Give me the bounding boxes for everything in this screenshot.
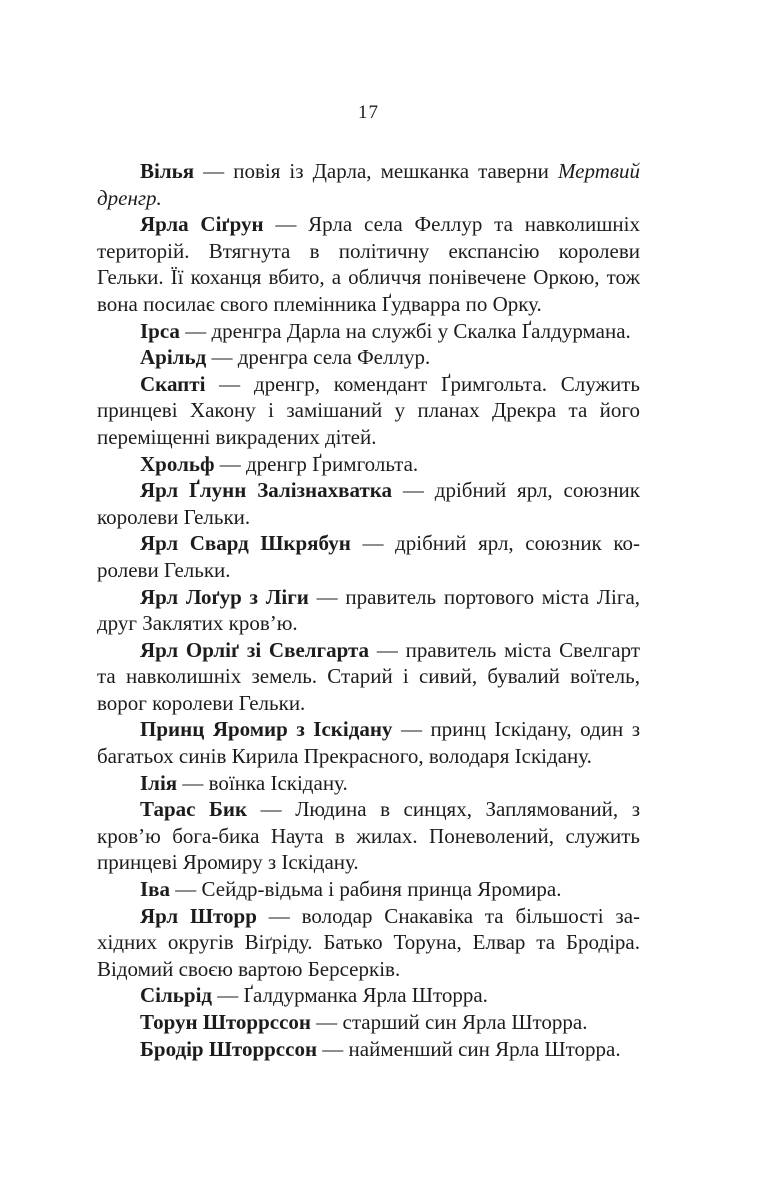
character-name: Торун Шторрссон (140, 1010, 312, 1034)
character-name: Ярл Орліґ зі Свелгарта (140, 637, 370, 662)
character-name: Принц Яромир з Іскідану (140, 717, 393, 742)
page-number: 17 (358, 102, 379, 123)
character-name: Ярл Свард Шкрябун (140, 531, 351, 556)
name-separator-dash: — (311, 1010, 343, 1034)
name-separator-dash: — (369, 637, 406, 662)
character-name: Ілія (140, 770, 178, 795)
character-entry (97, 716, 640, 769)
name-separator-dash: — (247, 797, 296, 822)
character-description: Людина в синцях, Заплямований, з кров’ю бога-бика Наута в жилах. Поневолений, служить принцеві Яромиру з Іскідану. (97, 797, 640, 875)
character-description: дренгр Ґримгольта. (245, 451, 419, 476)
character-entry (97, 1009, 640, 1036)
character-description: дренгра села Феллур. (237, 345, 431, 370)
character-description: правитель портового міста Ліга, друг Заклятих кров’ю. (97, 584, 641, 636)
character-description: володар Снакавіка та більшості західних округів Віґріду. Батько Торуна, Елвар та Бродіра. Відомий своєю вартою Берсерків. (97, 903, 641, 981)
character-entry (97, 903, 640, 983)
character-description: Ґалдурманка Ярла Шторра. (243, 983, 488, 1008)
name-separator-dash: — (212, 983, 244, 1008)
name-separator-dash: — (206, 345, 238, 370)
character-description: правитель міста Свелгарт та навколишніх земель. Старий і сивий, бувалий воїтель, ворог королеви Гельки. (97, 637, 641, 715)
character-name: Ярла Сіґрун (140, 212, 264, 237)
character-name: Хрольф (140, 451, 215, 476)
character-entry (97, 584, 640, 637)
character-description: повія із Дарла, мешканка таверни (233, 159, 549, 183)
name-separator-dash: — (177, 770, 209, 795)
character-name: Вілья (140, 159, 195, 183)
character-entry (97, 477, 640, 530)
character-name: Арільд (140, 345, 207, 370)
name-separator-dash: — (308, 584, 346, 609)
name-separator-dash: — (317, 1036, 349, 1061)
character-name: Бродір Шторрссон (140, 1036, 318, 1061)
character-description: Ярла села Феллур та навколишніх територій. Втягнута в політичну експансію королеви Гельки. Її коханця вбито, а обличчя понівечене Оркою, тож вона посилає свого племінника Ґудварра по Орку. (97, 212, 640, 316)
character-name: Тарас Бик (140, 797, 248, 822)
character-entry (97, 318, 640, 345)
name-separator-dash: — (263, 212, 309, 237)
character-description: дрібний ярл, союзник королеви Гельки. (97, 531, 640, 582)
character-description: дрібний ярл, союзник королеви Гельки. (97, 478, 640, 529)
name-separator-dash: — (256, 903, 302, 928)
character-list (97, 158, 640, 1062)
character-description: дренгр, комендант Ґримгольта. Служить принцеві Хакону і замішаний у планах Дрекра та його переміщенні викрадених дітей. (97, 371, 640, 449)
character-entry (97, 876, 640, 903)
character-name: Ярл Шторр (140, 903, 257, 928)
character-name: Ярл Лоґур з Ліги (140, 584, 309, 609)
character-entry (97, 344, 640, 371)
name-separator-dash: — (392, 478, 435, 503)
character-entry (97, 796, 640, 876)
character-name: Іва (140, 877, 171, 902)
character-description: Сейдр-відьма і рабиня принца Яромира. (201, 877, 562, 902)
character-entry (97, 1036, 640, 1063)
name-separator-dash: — (170, 877, 202, 902)
character-description: дренгра Дарла на службі у Скалка Ґалдурмана. (211, 318, 631, 343)
character-name: Скапті (140, 371, 206, 396)
character-description: воїнка Іскідану. (208, 770, 348, 795)
character-entry (97, 770, 640, 797)
character-name: Ярл Ґлунн Залізнахватка (140, 478, 393, 503)
name-separator-dash: — (350, 531, 396, 556)
character-entry (97, 371, 640, 451)
character-entry (97, 451, 640, 478)
character-entry (97, 530, 640, 583)
name-separator-dash: — (392, 717, 431, 742)
name-separator-dash: — (214, 451, 246, 476)
name-separator-dash: — (194, 159, 234, 183)
character-name: Сільрід (140, 983, 213, 1008)
name-separator-dash: — (179, 318, 212, 343)
character-entry (97, 211, 640, 317)
character-description: принц Іскідану, один з багатьох синів Кирила Прекрасного, володаря Іскідану. (97, 717, 640, 769)
character-entry (97, 158, 640, 211)
character-description: старший син Ярла Шторра. (342, 1010, 588, 1034)
name-separator-dash: — (205, 371, 254, 396)
character-entry (97, 982, 640, 1009)
character-name: Ірса (140, 318, 180, 343)
character-description-italic: Мертвий дренгр. (97, 159, 640, 210)
character-description: найменший син Ярла Шторра. (348, 1036, 621, 1061)
character-entry (97, 637, 640, 717)
